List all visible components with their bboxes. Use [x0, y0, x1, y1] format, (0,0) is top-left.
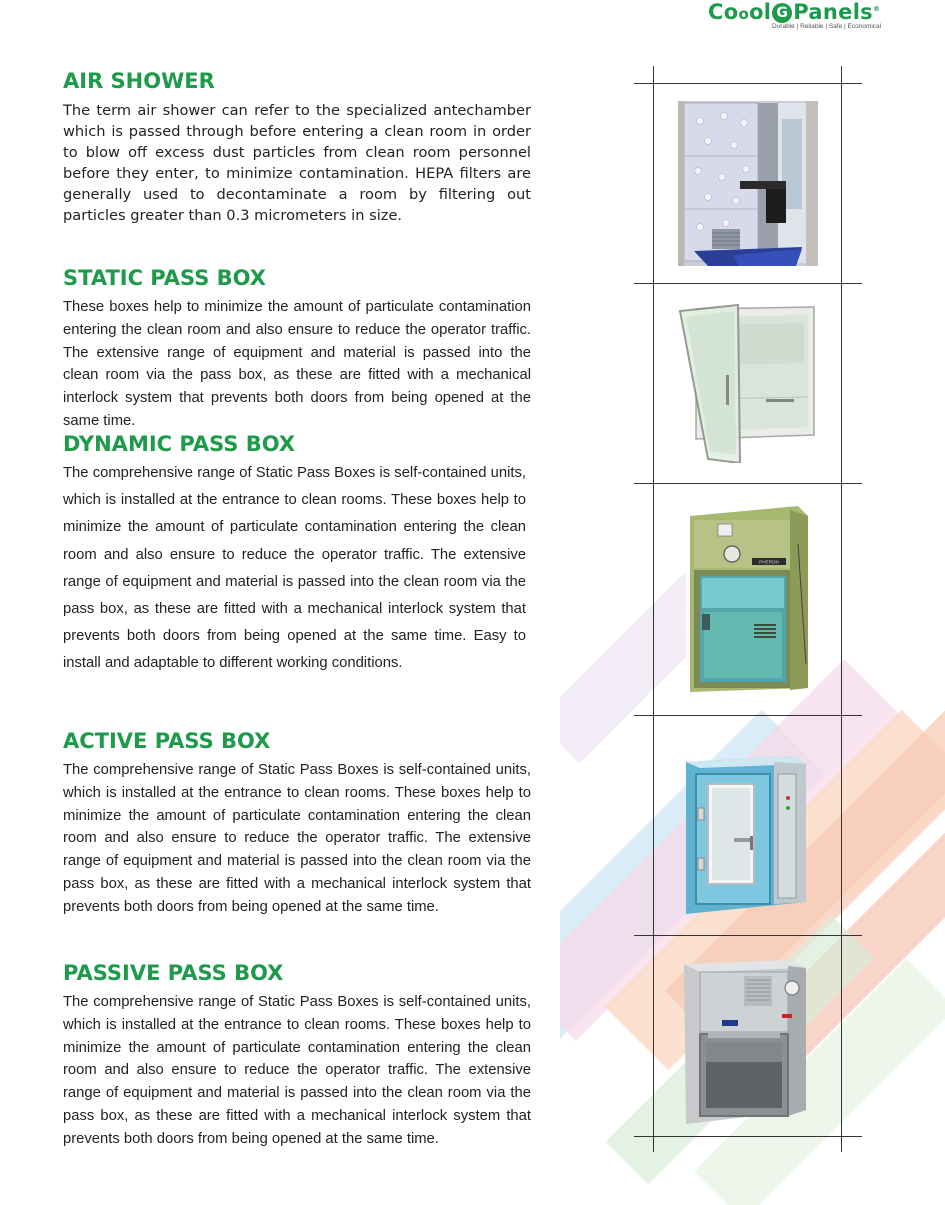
air-shower-photo [678, 101, 818, 266]
section-body: The comprehensive range of Static Pass Boxes is self-contained units, which is installed at the entrance to clean rooms. These boxes help to minimize the amount of particulate contamination entering the clean room and also ensure to reduce the operator traffic. The extensive range of equipment and material is passed into the clean room via the pass box, as these are fitted with a mechanical interlock system that prevents both doors from being opened at the same time. Easy to install and adaptable to different working conditions. [63, 465, 526, 672]
passive-pass-box-photo [682, 960, 808, 1124]
logo-wordmark: Coool G Panels® [708, 0, 881, 24]
frame-line-left [653, 66, 654, 1152]
section-active-pass-box [63, 728, 531, 919]
frame-line-h4 [634, 715, 862, 716]
section-air-shower [63, 68, 531, 226]
section-title: AIR SHOWER [63, 69, 215, 93]
section-title: STATIC PASS BOX [63, 266, 266, 290]
section-passive-pass-box [63, 960, 531, 1151]
section-body: The comprehensive range of Static Pass Boxes is self-contained units, which is installed at the entrance to clean rooms. These boxes help to minimize the amount of particulate contamination entering the clean room and also ensure to reduce the operator traffic. The extensive range of equipment and material is passed into the clean room via the pass box, as these are fitted with a mechanical interlock system that prevents both doors from being opened at the same time. [63, 994, 531, 1147]
section-title: PASSIVE PASS BOX [63, 961, 284, 985]
dynamic-pass-box-photo [686, 504, 810, 696]
brand-plate: PHERON [759, 559, 779, 565]
active-pass-box-photo [684, 754, 808, 916]
frame-line-h2 [634, 283, 862, 284]
frame-line-h5 [634, 935, 862, 936]
section-title: ACTIVE PASS BOX [63, 729, 271, 753]
frame-line-h3 [634, 483, 862, 484]
section-dynamic-pass-box [63, 431, 531, 678]
frame-line-h1 [634, 83, 862, 84]
section-title: DYNAMIC PASS BOX [63, 432, 296, 456]
logo-g-badge: G [772, 3, 792, 23]
frame-line-right [841, 66, 842, 1152]
logo-tagline: Durable | Reliable | Safe | Economical [772, 23, 882, 30]
section-body: These boxes help to minimize the amount of particulate contamination entering the clean room and also ensure to reduce the operator traffic. The extensive range of equipment and material is passed into the clean room via the pass box, as these are fitted with a mechanical interlock system that prevents both doors from being opened at the same time. [63, 299, 531, 429]
section-body: The term air shower can refer to the specialized antechamber which is passed through before entering a clean room in order to blow off excess dust particles from clean room personnel before they enter, to minimize contamination. HEPA filters are generally used to decontaminate a room by filtering out particles greater than 0.3 micrometers in size. [63, 102, 531, 224]
frame-line-h6 [634, 1136, 862, 1137]
static-pass-box-photo [678, 303, 818, 463]
company-logo [708, 0, 888, 36]
section-static-pass-box [63, 265, 531, 433]
section-body: The comprehensive range of Static Pass Boxes is self-contained units, which is installed at the entrance to clean rooms. These boxes help to minimize the amount of particulate contamination entering the clean room and also ensure to reduce the operator traffic. The extensive range of equipment and material is passed into the clean room via the pass box, as these are fitted with a mechanical interlock system that prevents both doors from being opened at the same time. [63, 762, 531, 915]
